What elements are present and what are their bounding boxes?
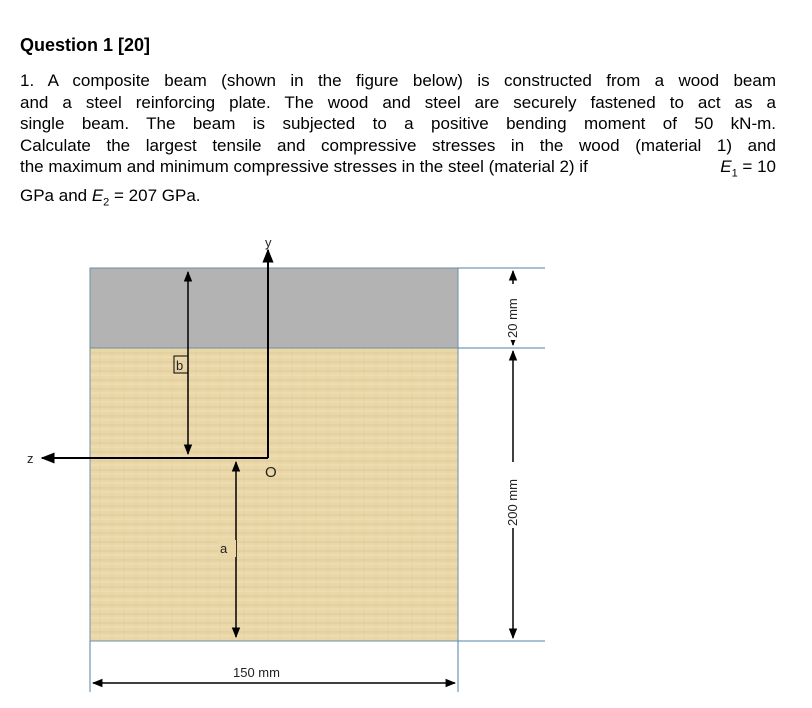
width-label: 150 mm — [233, 665, 280, 680]
e2-subscript: 2 — [103, 196, 110, 209]
e1-symbol: E — [720, 157, 732, 176]
e2-value: = 207 GPa. — [109, 185, 201, 205]
steel-height-label: 20 mm — [505, 298, 520, 338]
problem-line-6-text: GPa and — [20, 185, 92, 205]
wood-beam — [90, 348, 458, 641]
question-heading: Question 1 [20] — [20, 35, 151, 55]
dimension-b-label: b — [176, 358, 184, 373]
z-axis-label: z — [27, 451, 34, 466]
e1-value: = 10 — [737, 157, 776, 176]
problem-line-5-text: the maximum and minimum compressive stresses in the steel (material 2) if — [20, 157, 588, 176]
steel-plate — [90, 268, 458, 348]
e2-symbol: E — [91, 185, 104, 205]
dimension-a-label: a — [220, 541, 228, 556]
wood-height-label: 200 mm — [505, 479, 520, 526]
problem-line-3: single beam. The beam is subjected to a positive bending moment of 50 kN-m. — [20, 114, 776, 133]
e1-subscript: 1 — [731, 167, 738, 180]
problem-line-2: and a steel reinforcing plate. The wood and steel are securely fastened to act as a — [20, 92, 776, 112]
problem-line-4: Calculate the largest tensile and compressive stresses in the wood (material 1) and — [20, 135, 776, 155]
problem-line-1: 1. A composite beam (shown in the figure below) is constructed from a wood beam — [20, 71, 776, 90]
origin-label: O — [265, 464, 277, 481]
y-axis-label: y — [265, 235, 272, 250]
